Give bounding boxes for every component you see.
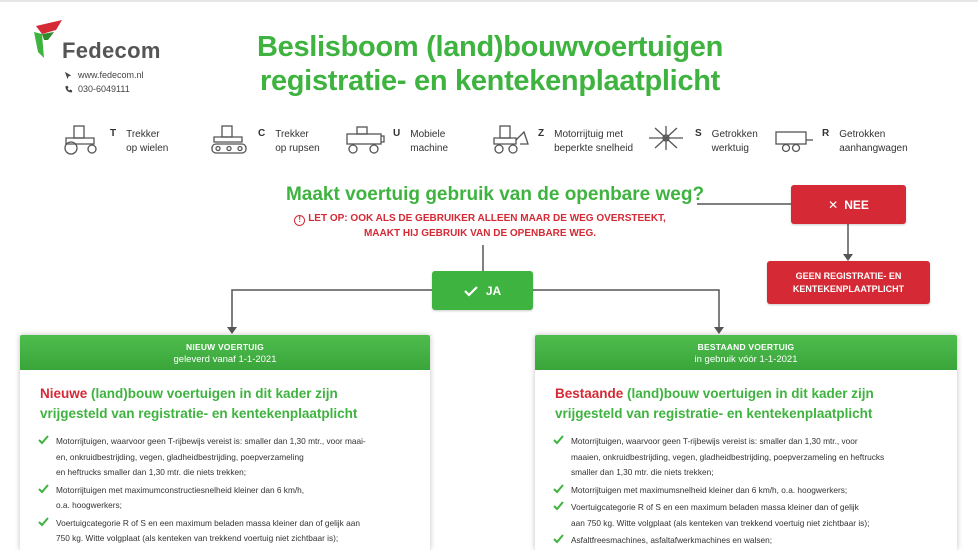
list-item-line: maaien, onkruidbestrijding, vegen, gladheidbestrijding, poepverzameling en heftrucks xyxy=(571,451,885,462)
title-line-1: Beslisboom (land)bouwvoertuigen xyxy=(256,31,723,63)
check-icon xyxy=(553,501,564,511)
warning-icon: ! xyxy=(294,215,305,226)
list-item-line: Voertuigcategorie R of S en een maximum beladen massa kleiner dan of gelijk xyxy=(571,502,859,512)
check-icon xyxy=(38,484,49,494)
legend-label xyxy=(410,128,500,156)
check-icon xyxy=(553,484,564,494)
loader-icon xyxy=(488,122,530,156)
list-item-line: o.a. hoogwerkers; xyxy=(56,500,122,510)
check-icon xyxy=(464,285,478,297)
legend-label-line: op rupsen xyxy=(275,143,320,154)
tractor-icon xyxy=(60,122,102,156)
legend-label-line: op wielen xyxy=(126,143,169,154)
list-item-line: Motorrijtuigen met maximumconstructiesnelheid kleiner dan 6 km/h, xyxy=(56,484,305,495)
panel-subtitle xyxy=(535,370,957,434)
list-item xyxy=(553,483,937,499)
exemption-list xyxy=(535,434,957,549)
towed-implement-icon xyxy=(645,122,687,156)
legend-label-line: beperkte snelheid xyxy=(554,143,634,154)
ja-button[interactable] xyxy=(432,271,533,310)
legend-label-line: Trekker xyxy=(126,129,160,140)
no-obligation-result xyxy=(767,261,930,304)
nee-label: NEE xyxy=(844,197,869,212)
list-item-line: 750 kg. Witte volgplaat (als kenteken van trekkend voertuig niet zichtbaar is); xyxy=(56,533,339,543)
legend-item-u xyxy=(343,122,500,162)
no-result-line-2: KENTEKENPLAATPLICHT xyxy=(792,283,905,294)
notice-text xyxy=(270,211,690,241)
panel-subtitle-highlight: Bestaande xyxy=(555,386,624,401)
panel-subtitle-line-2: vrijgesteld van registratie- en kentekenplaatplicht xyxy=(40,406,358,421)
list-item xyxy=(38,516,410,547)
notice-line-1-text: OOK ALS DE GEBRUIKER ALLEEN MAAR DE WEG OVERSTEEKT, xyxy=(350,213,666,224)
legend-code: T xyxy=(110,128,117,139)
ja-label: JA xyxy=(485,283,502,298)
legend-label-line: Motorrijtuig met xyxy=(554,129,624,140)
top-border xyxy=(0,0,978,2)
website-link[interactable]: www.fedecom.nl xyxy=(78,70,144,80)
legend-label-line: aanhangwagen xyxy=(839,143,908,154)
panel-header-subtitle: geleverd vanaf 1-1-2021 xyxy=(173,354,277,365)
list-item-line: en heftrucks smaller dan 1,30 mtr. die niets trekken; xyxy=(56,467,246,477)
phone-icon xyxy=(64,85,73,94)
panel-subtitle-rest: (land)bouw voertuigen in dit kader zijn xyxy=(623,386,874,401)
check-icon xyxy=(553,534,564,544)
legend-label-line: Trekker xyxy=(275,129,309,140)
list-item-line: Voertuigcategorie R of S en een maximum beladen massa kleiner dan of gelijk aan xyxy=(56,517,360,528)
exemption-list xyxy=(20,434,430,547)
list-item-line: en, onkruidbestrijding, vegen, gladheidbestrijding, poepverzameling xyxy=(56,451,304,462)
nee-button[interactable] xyxy=(791,185,906,224)
phone-number: 030-6049111 xyxy=(78,84,130,94)
notice-line-2: MAAKT HIJ GEBRUIK VAN DE OPENBARE WEG. xyxy=(363,228,597,239)
panel-header-title: NIEUW VOERTUIG xyxy=(186,342,264,352)
page-title xyxy=(200,30,780,98)
list-item-line: Motorrijtuigen, waarvoor geen T-rijbewijs vereist is: smaller dan 1,30 mtr., voor xyxy=(571,436,858,446)
panel-subtitle-line-2: vrijgesteld van registratie- en kentekenplaatplicht xyxy=(555,406,873,421)
main-question: Maakt voertuig gebruik van de openbare weg? xyxy=(285,184,705,205)
cursor-icon xyxy=(64,71,73,80)
legend-label-line: werktuig xyxy=(711,143,749,154)
legend-code: U xyxy=(393,128,401,139)
list-item-line: smaller dan 1,30 mtr. die niets trekken; xyxy=(571,467,714,477)
panel-subtitle-rest: (land)bouw voertuigen in dit kader zijn xyxy=(87,386,338,401)
legend-item-c xyxy=(208,122,365,162)
contact-info xyxy=(64,68,144,96)
phone-row xyxy=(64,82,144,96)
notice-prefix: LET OP: xyxy=(308,213,348,224)
check-icon xyxy=(38,435,49,445)
panel-header-subtitle: in gebruik vóór 1-1-2021 xyxy=(694,354,798,365)
list-item xyxy=(553,434,937,481)
legend-code: S xyxy=(695,128,702,139)
legend-code: C xyxy=(258,128,266,139)
legend-label-line: Mobiele xyxy=(410,129,446,140)
notice-line-1 xyxy=(270,211,690,226)
legend-item-t xyxy=(60,122,216,162)
list-item xyxy=(553,500,937,531)
title-line-2: registratie- en kentekenplaatplicht xyxy=(259,65,721,97)
logo-name: Fedecom xyxy=(62,38,161,63)
panel-subtitle xyxy=(20,370,430,434)
list-item xyxy=(553,533,937,549)
existing-vehicle-panel xyxy=(535,335,957,550)
no-result-line-1: GEEN REGISTRATIE- EN xyxy=(795,270,902,281)
list-item-line: Asfaltfreesmachines, asfaltafwerkmachines en walsen; xyxy=(571,535,773,545)
cross-icon: ✕ xyxy=(828,197,839,212)
legend-item-z xyxy=(488,122,644,162)
panel-header xyxy=(535,335,957,370)
new-vehicle-panel xyxy=(20,335,430,550)
legend-code: R xyxy=(822,128,830,139)
legend-label-line: Getrokken xyxy=(711,129,758,140)
legend-label xyxy=(839,128,929,156)
legend-code: Z xyxy=(538,128,545,139)
list-item-line: Motorrijtuigen, waarvoor geen T-rijbewijs vereist is: smaller dan 1,30 mtr., voor maai- xyxy=(56,436,366,446)
list-item xyxy=(38,434,410,481)
panel-subtitle-highlight: Nieuwe xyxy=(40,386,88,401)
vehicle-category-legend xyxy=(60,122,960,162)
list-item-line: aan 750 kg. Witte volgplaat (als kenteken van trekkend voertuig niet zichtbaar is); xyxy=(571,517,870,528)
panel-header-title: BESTAAND VOERTUIG xyxy=(697,342,795,352)
check-icon xyxy=(38,517,49,527)
list-item-line: Motorrijtuigen met maximumsnelheid kleiner dan 6 km/h, o.a. hoogwerkers; xyxy=(571,484,848,495)
website-row[interactable] xyxy=(64,68,144,82)
legend-label xyxy=(126,128,216,156)
legend-item-r xyxy=(772,122,929,162)
legend-label-line: machine xyxy=(410,143,449,154)
legend-label-line: Getrokken xyxy=(839,129,886,140)
panel-header xyxy=(20,335,430,370)
list-item xyxy=(38,483,410,514)
legend-label xyxy=(554,128,644,156)
trailer-icon xyxy=(772,122,814,156)
crawler-tractor-icon xyxy=(208,122,250,156)
check-icon xyxy=(553,435,564,445)
mobile-machine-icon xyxy=(343,122,385,156)
